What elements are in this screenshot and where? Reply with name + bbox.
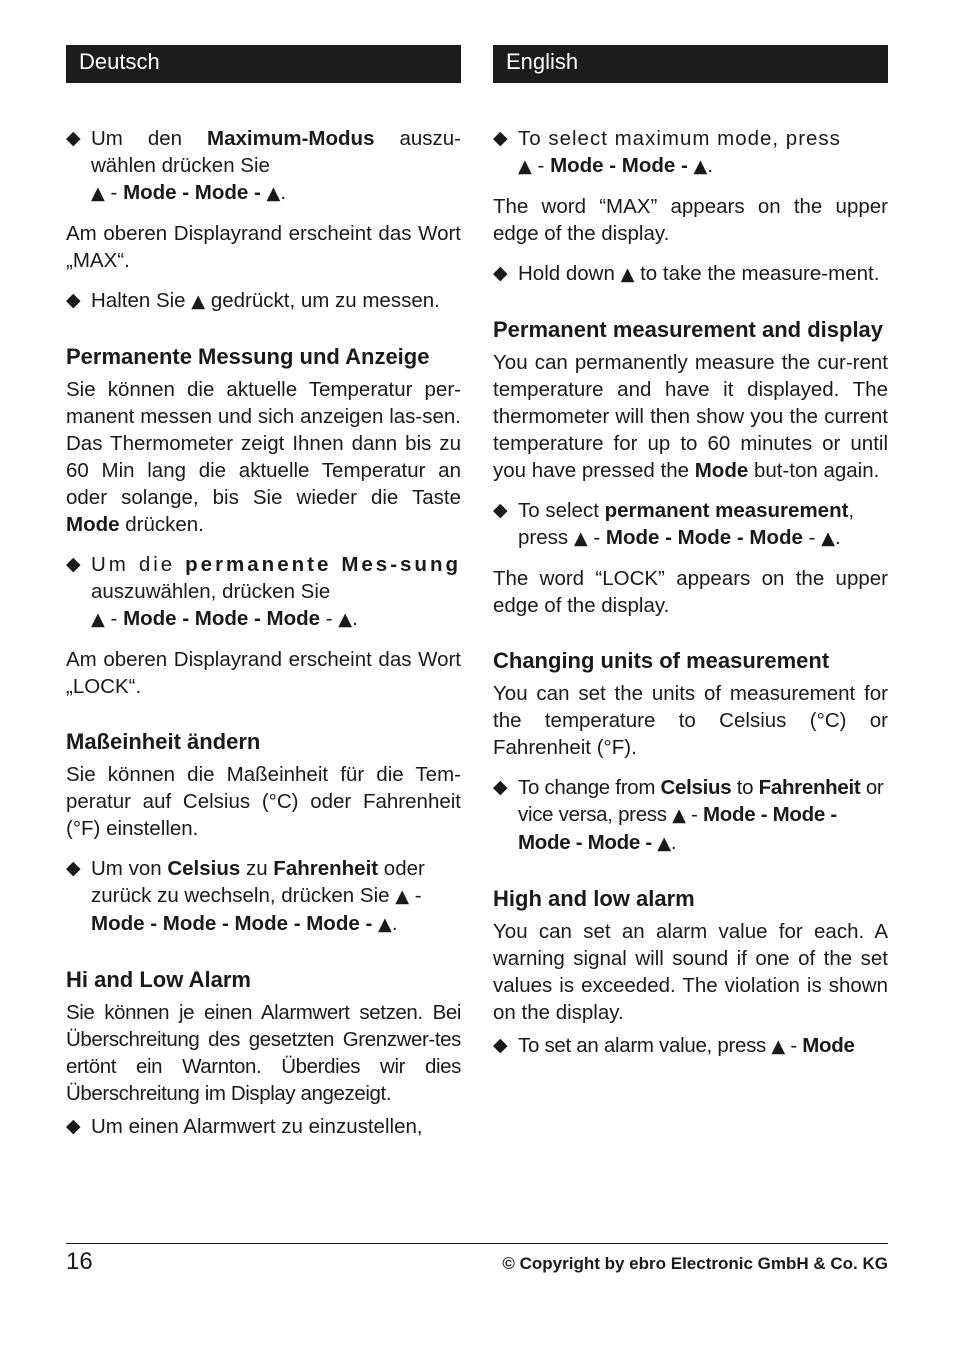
language-header-english: English bbox=[493, 45, 888, 83]
lock-display-note: The word “LOCK” appears on the upper edge of the display. bbox=[493, 567, 888, 617]
up-arrow-icon: ▲ bbox=[573, 528, 588, 549]
up-arrow-icon: ▲ bbox=[91, 609, 105, 630]
permanent-instruction: ◆ Um die permanente Mes-sung auszuwählen, drücken Sie ▲ - Mode - Mode - Mode - ▲. bbox=[66, 551, 461, 633]
max-mode-instruction: ◆ To select maximum mode, press ▲ - Mode - Mode - ▲. bbox=[493, 125, 888, 180]
language-header-deutsch: Deutsch bbox=[66, 45, 461, 83]
up-arrow-icon: ▲ bbox=[672, 805, 686, 826]
up-arrow-icon: ▲ bbox=[191, 291, 206, 312]
content-deutsch bbox=[66, 125, 461, 1140]
up-arrow-icon: ▲ bbox=[821, 528, 835, 549]
copyright-notice: © Copyright by ebro Electronic GmbH & Co. KG bbox=[502, 1254, 888, 1273]
footer-divider bbox=[66, 1243, 888, 1244]
unit-heading: Changing units of measurement bbox=[493, 648, 830, 673]
up-arrow-icon: ▲ bbox=[91, 183, 105, 204]
column-english bbox=[493, 45, 888, 1060]
alarm-heading: High and low alarm bbox=[493, 886, 695, 911]
column-deutsch bbox=[66, 45, 461, 1140]
up-arrow-icon: ▲ bbox=[266, 183, 281, 204]
up-arrow-icon: ▲ bbox=[657, 833, 671, 854]
unit-instruction: ◆ Um von Celsius zu Fahrenheit oder zurück zu wechseln, drücken Sie ▲ - Mode - Mode - Mode - Mode - ▲. bbox=[66, 855, 461, 938]
permanent-heading: Permanente Messung und Anzeige bbox=[66, 344, 430, 369]
alarm-instruction: ◆ To set an alarm value, press ▲ - Mode bbox=[493, 1032, 888, 1060]
hold-instruction: ◆ Hold down ▲ to take the measure-ment. bbox=[493, 260, 888, 288]
max-display-note: The word “MAX” appears on the upper edge of the display. bbox=[493, 195, 888, 245]
permanent-heading: Permanent measurement and display bbox=[493, 317, 884, 342]
unit-heading: Maßeinheit ändern bbox=[66, 729, 261, 754]
alarm-heading: Hi and Low Alarm bbox=[66, 967, 251, 992]
up-arrow-icon: ▲ bbox=[620, 264, 635, 285]
permanent-instruction: ◆ To select permanent measurement, press ▲ - Mode - Mode - Mode - ▲. bbox=[493, 497, 888, 552]
hold-instruction: ◆ Halten Sie ▲ gedrückt, um zu messen. bbox=[66, 287, 461, 315]
up-arrow-icon: ▲ bbox=[518, 156, 532, 177]
permanent-text: Sie können die aktuelle Temperatur per-manent messen und sich anzeigen las-sen. Das Thermometer zeigt Ihnen dann bis zu 60 Min lang die aktuelle Temperatur an oder solange, bis Sie wieder die Taste Mode drücken. bbox=[66, 378, 461, 536]
content-english bbox=[493, 125, 888, 1060]
up-arrow-icon: ▲ bbox=[395, 886, 410, 907]
permanent-text: You can permanently measure the cur-rent temperature and have it displayed. The thermometer will then show you the current temperature for up to 60 minutes or until you have pressed the Mode but-ton again. bbox=[493, 351, 888, 482]
page-number: 16 bbox=[66, 1248, 93, 1275]
unit-text: Sie können die Maßeinheit für die Tem-peratur auf Celsius (°C) oder Fahrenheit (°F) einstellen. bbox=[66, 763, 461, 840]
unit-text: You can set the units of measurement for the temperature to Celsius (°C) or Fahrenheit (°F). bbox=[493, 682, 888, 759]
alarm-text: You can set an alarm value for each. A warning signal will sound if one of the set values is exceeded. The violation is shown on the display. bbox=[493, 920, 888, 1024]
max-display-note: Am oberen Displayrand erscheint das Wort „MAX“. bbox=[66, 222, 461, 272]
max-mode-instruction: ◆ Um den Maximum-Modus auszu-wählen drücken Sie ▲ - Mode - Mode - ▲. bbox=[66, 125, 461, 207]
unit-instruction: ◆ To change from Celsius to Fahrenheit or vice versa, press ▲ - Mode - Mode - Mode - Mode - ▲. bbox=[493, 774, 888, 857]
up-arrow-icon: ▲ bbox=[693, 156, 708, 177]
up-arrow-icon: ▲ bbox=[771, 1036, 785, 1057]
alarm-text: Sie können je einen Alarmwert setzen. Bei Überschreitung des gesetzten Grenzwer-tes ertönt ein Warnton. Überdies wir dies Überschreitung im Display angezeigt. bbox=[66, 1001, 461, 1105]
alarm-instruction: ◆ Um einen Alarmwert zu einzustellen, bbox=[66, 1113, 461, 1140]
lock-display-note: Am oberen Displayrand erscheint das Wort „LOCK“. bbox=[66, 648, 461, 698]
up-arrow-icon: ▲ bbox=[338, 609, 353, 630]
up-arrow-icon: ▲ bbox=[377, 914, 392, 935]
